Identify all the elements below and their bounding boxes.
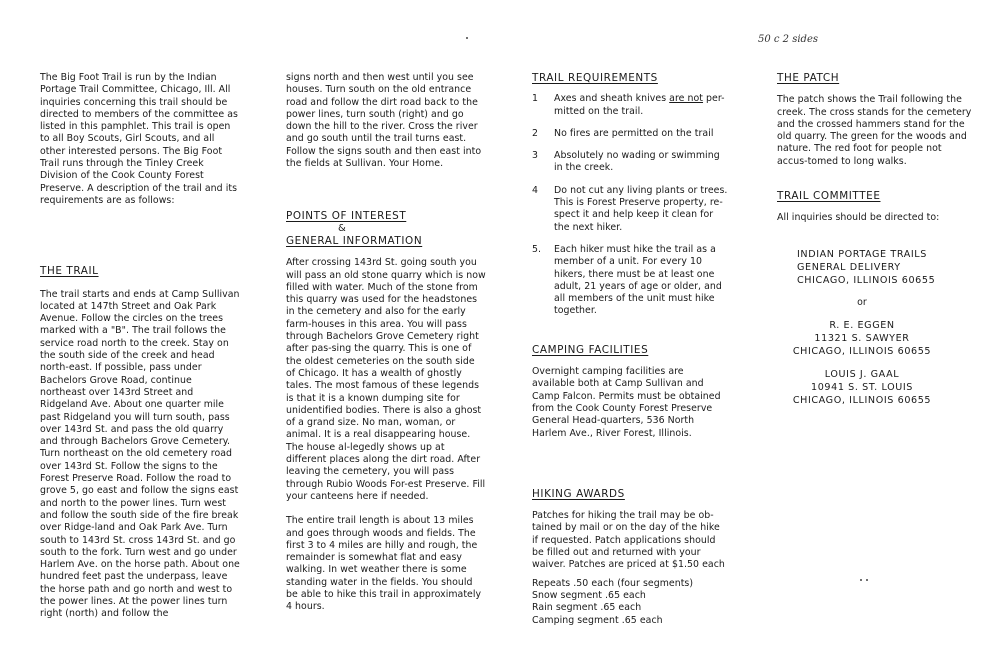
address-indian-portage-trails: INDIAN PORTAGE TRAILS GENERAL DELIVERY CHICAGO, ILLINOIS 60655 bbox=[797, 248, 936, 286]
poi-heading-ampersand: & bbox=[338, 222, 346, 234]
trail-committee-heading: TRAIL COMMITTEE bbox=[777, 190, 881, 203]
address-louis-j-gaal: LOUIS J. GAAL 10941 S. ST. LOUIS CHICAGO, ILLINOIS 60655 bbox=[792, 368, 932, 406]
requirement-item: 3 Absolutely no wading or swimming in the creek. bbox=[532, 150, 720, 174]
the-patch-text: The patch shows the Trail following the creek. The cross stands for the cemetery and the crossed hammers stand for the old quarry. The green for the woods and nature. The red foot for people not accus-tomed to long walks. bbox=[777, 94, 972, 167]
price-item: Repeats .50 each (four segments) bbox=[532, 577, 694, 589]
speck-mark bbox=[466, 37, 468, 39]
address-r-e-eggen: R. E. EGGEN 11321 S. SAWYER CHICAGO, ILLINOIS 60655 bbox=[792, 319, 932, 357]
camping-facilities-heading: CAMPING FACILITIES bbox=[532, 343, 649, 356]
column-1 bbox=[40, 72, 240, 621]
the-trail-heading: THE TRAIL bbox=[40, 265, 99, 278]
column-3 bbox=[532, 72, 728, 627]
requirement-item: 1 Axes and sheath knives are not per-mitted on the trail. bbox=[532, 93, 725, 117]
or-separator: or bbox=[857, 296, 867, 308]
trail-description: The trail starts and ends at Camp Sullivan located at 147th Street and Oak Park Avenue. Follow the circles on the trees marked with a "B". The trail follows the service road north to the creek. Stay on the south side of the creek and head north-east. If possible, pass under Bachelors Grove Road, continue northeast over 143rd Street and Ridgeland Ave. About one quarter mile past Ridgeland you will turn south, pass over 143rd St. and pass the old quarry and through Bachelors Grove Cemetery. Turn northeast on the old cemetery road over 143rd St. Follow the signs to the Forest Preserve Road. Follow the road to grove 5, go east and follow the signs east and north to the power lines. Turn west and follow the south side of the fire break over Ridge-land and Oak Park Ave. Turn south to 143rd St. cross 143rd St. and go south to the fork. Turn west and go under Harlem Ave. on the horse path. About one hundred feet past the underpass, leave the horse path and go north and west to the power lines. At the power lines turn right (north) and follow the bbox=[40, 288, 240, 620]
speck-mark bbox=[860, 579, 862, 581]
price-item: Camping segment .65 each bbox=[532, 614, 663, 626]
trail-requirements-heading: TRAIL REQUIREMENTS bbox=[532, 72, 658, 84]
price-item: Rain segment .65 each bbox=[532, 602, 642, 614]
points-of-interest-heading bbox=[286, 210, 486, 247]
camping-facilities-text: Overnight camping facilities are available both at Camp Sullivan and Camp Falcon. Permits must be obtained from the Cook County Forest Preserve General Head-quarters, 536 North Harlem Ave., River Forest, Illinois. bbox=[532, 366, 721, 439]
intro-paragraph: The Big Foot Trail is run by the Indian Portage Trail Committee, Chicago, Ill. All inquiries concerning this trail should be directed to members of the committee as listed in this pamphlet. This trail is open to all Boy Scouts, Girl Scouts, and all other interested persons. The Big Foot Trail runs through the Tinley Creek Division of the Cook County Forest Preserve. A description of the trail and its requirements are as follows: bbox=[40, 72, 238, 206]
trail-description-continued: signs north and then west until you see houses. Turn south on the old entrance road and follow the dirt road back to the power lines, turn south (right) and go down the hill to the river. Cross the river and go south until the trail turns east. Follow the signs south and then east into the fields at Sullivan. Your Home. bbox=[286, 72, 482, 170]
committee-intro: All inquiries should be directed to: bbox=[777, 212, 940, 224]
requirements-list bbox=[532, 93, 728, 317]
requirement-item: 5. Each hiker must hike the trail as a member of a unit. For every 10 hikers, there must be at least one adult, 21 years of age or older, and all members of the unit must hike together. bbox=[532, 243, 722, 317]
price-item: Snow segment .65 each bbox=[532, 589, 646, 601]
handwritten-note: 50 c 2 sides bbox=[758, 34, 819, 45]
hiking-awards-text: Patches for hiking the trail may be ob-tained by mail or on the day of the hike if requested. Patch applications should be filled out and returned with your waiver. Patches are priced at $1.50 each bbox=[532, 510, 725, 571]
patch-price-list bbox=[532, 578, 728, 627]
the-patch-heading: THE PATCH bbox=[777, 72, 840, 84]
trail-length-text: The entire trail length is about 13 miles and goes through woods and fields. The first 3 to 4 miles are hilly and rough, the remainder is somewhat flat and easy walking. In wet weather there is some standing water in the fields. You should be able to hike this trail in approximately 4 hours. bbox=[286, 515, 482, 613]
column-4 bbox=[777, 72, 973, 407]
poi-heading-line2: GENERAL INFORMATION bbox=[286, 234, 423, 247]
speck-mark bbox=[866, 579, 868, 581]
column-2 bbox=[286, 72, 486, 614]
poi-heading-line1: POINTS OF INTEREST bbox=[286, 210, 407, 223]
requirement-item: 4 Do not cut any living plants or trees. This is Forest Preserve property, re-spect it and help keep it clean for the next hiker. bbox=[532, 184, 728, 233]
points-of-interest-text: After crossing 143rd St. going south you will pass an old stone quarry which is now filled with water. Much of the stone from this quarry was used for the headstones in the cemetery and also for the early farm-houses in this area. You will pass through Bachelors Grove Cemetery right after pas-sing the quarry. This is one of the oldest cemeteries on the south side of Chicago. It has a wealth of ghostly tales. The most famous of these legends is that it is a known dumping site for unidentified bodies. There is also a ghost of a grand size. No man, woman, or animal. It is a real disappearing house. The house al-legedly shows up at different places along the dirt road. After leaving the cemetery, you will pass through Rubio Woods For-est Preserve. Fill your canteens here if needed. bbox=[286, 257, 486, 502]
hiking-awards-heading: HIKING AWARDS bbox=[532, 487, 625, 500]
requirement-item: 2 No fires are permitted on the trail bbox=[532, 127, 714, 139]
